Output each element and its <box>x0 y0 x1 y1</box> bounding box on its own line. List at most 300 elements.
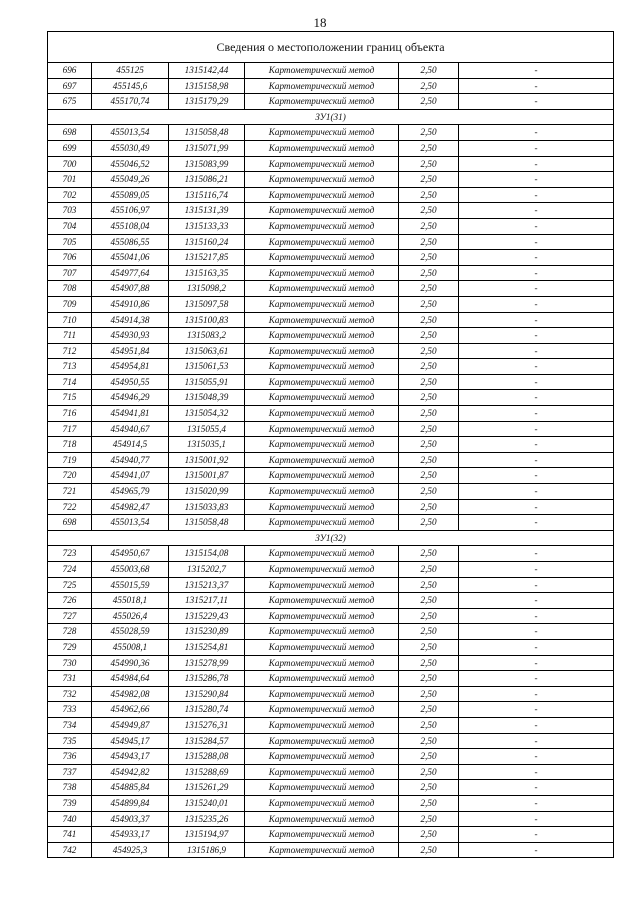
accuracy-cell: 2,50 <box>399 733 459 749</box>
y-coordinate-cell: 1315276,31 <box>169 717 245 733</box>
accuracy-cell: 2,50 <box>399 562 459 578</box>
description-cell: - <box>459 733 614 749</box>
point-number-cell: 732 <box>48 686 92 702</box>
description-cell: - <box>459 312 614 328</box>
method-cell: Картометрический метод <box>245 811 399 827</box>
accuracy-cell: 2,50 <box>399 717 459 733</box>
method-cell: Картометрический метод <box>245 218 399 234</box>
accuracy-cell: 2,50 <box>399 795 459 811</box>
y-coordinate-cell: 1315055,4 <box>169 421 245 437</box>
x-coordinate-cell: 454946,29 <box>92 390 169 406</box>
accuracy-cell: 2,50 <box>399 593 459 609</box>
method-cell: Картометрический метод <box>245 250 399 266</box>
point-number-cell: 729 <box>48 639 92 655</box>
description-cell: - <box>459 421 614 437</box>
description-cell: - <box>459 203 614 219</box>
description-cell: - <box>459 608 614 624</box>
accuracy-cell: 2,50 <box>399 203 459 219</box>
x-coordinate-cell: 455145,6 <box>92 78 169 94</box>
y-coordinate-cell: 1315116,74 <box>169 187 245 203</box>
accuracy-cell: 2,50 <box>399 452 459 468</box>
y-coordinate-cell: 1315054,32 <box>169 406 245 422</box>
point-number-cell: 700 <box>48 156 92 172</box>
x-coordinate-cell: 454942,82 <box>92 764 169 780</box>
method-cell: Картометрический метод <box>245 577 399 593</box>
point-number-cell: 738 <box>48 780 92 796</box>
point-number-cell: 712 <box>48 343 92 359</box>
point-number-cell: 702 <box>48 187 92 203</box>
method-cell: Картометрический метод <box>245 421 399 437</box>
y-coordinate-cell: 1315186,9 <box>169 842 245 858</box>
method-cell: Картометрический метод <box>245 406 399 422</box>
x-coordinate-cell: 454941,81 <box>92 406 169 422</box>
accuracy-cell: 2,50 <box>399 842 459 858</box>
table-row <box>48 94 614 110</box>
description-cell: - <box>459 250 614 266</box>
x-coordinate-cell: 455041,06 <box>92 250 169 266</box>
point-number-cell: 718 <box>48 437 92 453</box>
x-coordinate-cell: 454943,17 <box>92 749 169 765</box>
table-row <box>48 639 614 655</box>
x-coordinate-cell: 455108,04 <box>92 218 169 234</box>
y-coordinate-cell: 1315035,1 <box>169 437 245 453</box>
method-cell: Картометрический метод <box>245 624 399 640</box>
table-row <box>48 484 614 500</box>
description-cell: - <box>459 577 614 593</box>
y-coordinate-cell: 1315063,61 <box>169 343 245 359</box>
x-coordinate-cell: 454914,5 <box>92 437 169 453</box>
description-cell: - <box>459 780 614 796</box>
point-number-cell: 717 <box>48 421 92 437</box>
description-cell: - <box>459 795 614 811</box>
table-row <box>48 671 614 687</box>
point-number-cell: 697 <box>48 78 92 94</box>
accuracy-cell: 2,50 <box>399 671 459 687</box>
table-row <box>48 281 614 297</box>
x-coordinate-cell: 454951,84 <box>92 343 169 359</box>
description-cell: - <box>459 515 614 531</box>
table-row <box>48 702 614 718</box>
x-coordinate-cell: 454982,47 <box>92 499 169 515</box>
table-row <box>48 125 614 141</box>
y-coordinate-cell: 1315235,26 <box>169 811 245 827</box>
x-coordinate-cell: 454977,64 <box>92 265 169 281</box>
y-coordinate-cell: 1315290,84 <box>169 686 245 702</box>
table-row <box>48 780 614 796</box>
table-row <box>48 764 614 780</box>
description-cell: - <box>459 156 614 172</box>
method-cell: Картометрический метод <box>245 187 399 203</box>
x-coordinate-cell: 455028,59 <box>92 624 169 640</box>
accuracy-cell: 2,50 <box>399 296 459 312</box>
accuracy-cell: 2,50 <box>399 468 459 484</box>
table-header-row <box>48 32 614 63</box>
x-coordinate-cell: 454990,36 <box>92 655 169 671</box>
x-coordinate-cell: 454914,38 <box>92 312 169 328</box>
table-row <box>48 499 614 515</box>
method-cell: Картометрический метод <box>245 764 399 780</box>
accuracy-cell: 2,50 <box>399 780 459 796</box>
table-row <box>48 562 614 578</box>
method-cell: Картометрический метод <box>245 374 399 390</box>
x-coordinate-cell: 455125 <box>92 63 169 79</box>
y-coordinate-cell: 1315061,53 <box>169 359 245 375</box>
table-row <box>48 686 614 702</box>
accuracy-cell: 2,50 <box>399 686 459 702</box>
point-number-cell: 711 <box>48 328 92 344</box>
description-cell: - <box>459 63 614 79</box>
y-coordinate-cell: 1315217,85 <box>169 250 245 266</box>
accuracy-cell: 2,50 <box>399 312 459 328</box>
x-coordinate-cell: 455018,1 <box>92 593 169 609</box>
point-number-cell: 705 <box>48 234 92 250</box>
description-cell: - <box>459 764 614 780</box>
point-number-cell: 733 <box>48 702 92 718</box>
method-cell: Картометрический метод <box>245 546 399 562</box>
y-coordinate-cell: 1315286,78 <box>169 671 245 687</box>
y-coordinate-cell: 1315048,39 <box>169 390 245 406</box>
y-coordinate-cell: 1315098,2 <box>169 281 245 297</box>
table-row <box>48 795 614 811</box>
accuracy-cell: 2,50 <box>399 421 459 437</box>
point-number-cell: 725 <box>48 577 92 593</box>
description-cell: - <box>459 452 614 468</box>
table-row <box>48 328 614 344</box>
method-cell: Картометрический метод <box>245 795 399 811</box>
table-row <box>48 374 614 390</box>
description-cell: - <box>459 624 614 640</box>
table-row <box>48 187 614 203</box>
x-coordinate-cell: 454925,3 <box>92 842 169 858</box>
x-coordinate-cell: 455049,26 <box>92 172 169 188</box>
description-cell: - <box>459 140 614 156</box>
table-row <box>48 749 614 765</box>
description-cell: - <box>459 187 614 203</box>
point-number-cell: 727 <box>48 608 92 624</box>
y-coordinate-cell: 1315154,08 <box>169 546 245 562</box>
table-row <box>48 63 614 79</box>
point-number-cell: 722 <box>48 499 92 515</box>
method-cell: Картометрический метод <box>245 702 399 718</box>
point-number-cell: 699 <box>48 140 92 156</box>
method-cell: Картометрический метод <box>245 63 399 79</box>
description-cell: - <box>459 328 614 344</box>
table-row <box>48 811 614 827</box>
boundary-coordinates-table <box>47 31 614 858</box>
point-number-cell: 728 <box>48 624 92 640</box>
x-coordinate-cell: 454950,55 <box>92 374 169 390</box>
table-header: Сведения о местоположении границ объекта <box>48 32 614 63</box>
x-coordinate-cell: 455026,4 <box>92 608 169 624</box>
method-cell: Картометрический метод <box>245 156 399 172</box>
accuracy-cell: 2,50 <box>399 281 459 297</box>
x-coordinate-cell: 455170,74 <box>92 94 169 110</box>
accuracy-cell: 2,50 <box>399 125 459 141</box>
method-cell: Картометрический метод <box>245 655 399 671</box>
description-cell: - <box>459 546 614 562</box>
table-row <box>48 624 614 640</box>
table-row <box>48 390 614 406</box>
description-cell: - <box>459 296 614 312</box>
y-coordinate-cell: 1315142,44 <box>169 63 245 79</box>
point-number-cell: 724 <box>48 562 92 578</box>
description-cell: - <box>459 265 614 281</box>
x-coordinate-cell: 454954,81 <box>92 359 169 375</box>
y-coordinate-cell: 1315058,48 <box>169 515 245 531</box>
accuracy-cell: 2,50 <box>399 78 459 94</box>
method-cell: Картометрический метод <box>245 733 399 749</box>
x-coordinate-cell: 454984,64 <box>92 671 169 687</box>
accuracy-cell: 2,50 <box>399 827 459 843</box>
y-coordinate-cell: 1315033,83 <box>169 499 245 515</box>
y-coordinate-cell: 1315217,11 <box>169 593 245 609</box>
y-coordinate-cell: 1315280,74 <box>169 702 245 718</box>
method-cell: Картометрический метод <box>245 593 399 609</box>
x-coordinate-cell: 455106,97 <box>92 203 169 219</box>
y-coordinate-cell: 1315288,69 <box>169 764 245 780</box>
description-cell: - <box>459 811 614 827</box>
y-coordinate-cell: 1315001,87 <box>169 468 245 484</box>
description-cell: - <box>459 468 614 484</box>
x-coordinate-cell: 454940,67 <box>92 421 169 437</box>
point-number-cell: 716 <box>48 406 92 422</box>
x-coordinate-cell: 454933,17 <box>92 827 169 843</box>
description-cell: - <box>459 218 614 234</box>
accuracy-cell: 2,50 <box>399 172 459 188</box>
x-coordinate-cell: 454899,84 <box>92 795 169 811</box>
table-row <box>48 296 614 312</box>
section-row <box>48 530 614 546</box>
accuracy-cell: 2,50 <box>399 484 459 500</box>
table-row <box>48 515 614 531</box>
section-label: ЗУ1(31) <box>48 109 614 125</box>
accuracy-cell: 2,50 <box>399 265 459 281</box>
method-cell: Картометрический метод <box>245 437 399 453</box>
table-row <box>48 733 614 749</box>
x-coordinate-cell: 455015,59 <box>92 577 169 593</box>
method-cell: Картометрический метод <box>245 686 399 702</box>
accuracy-cell: 2,50 <box>399 140 459 156</box>
x-coordinate-cell: 454962,66 <box>92 702 169 718</box>
description-cell: - <box>459 749 614 765</box>
table-row <box>48 234 614 250</box>
description-cell: - <box>459 686 614 702</box>
description-cell: - <box>459 499 614 515</box>
x-coordinate-cell: 454930,93 <box>92 328 169 344</box>
method-cell: Картометрический метод <box>245 203 399 219</box>
x-coordinate-cell: 454949,87 <box>92 717 169 733</box>
x-coordinate-cell: 454885,84 <box>92 780 169 796</box>
method-cell: Картометрический метод <box>245 234 399 250</box>
y-coordinate-cell: 1315020,99 <box>169 484 245 500</box>
description-cell: - <box>459 78 614 94</box>
accuracy-cell: 2,50 <box>399 624 459 640</box>
page-number: 18 <box>313 15 327 30</box>
point-number-cell: 740 <box>48 811 92 827</box>
point-number-cell: 726 <box>48 593 92 609</box>
accuracy-cell: 2,50 <box>399 406 459 422</box>
y-coordinate-cell: 1315278,99 <box>169 655 245 671</box>
description-cell: - <box>459 484 614 500</box>
y-coordinate-cell: 1315229,43 <box>169 608 245 624</box>
accuracy-cell: 2,50 <box>399 343 459 359</box>
section-row <box>48 109 614 125</box>
description-cell: - <box>459 390 614 406</box>
x-coordinate-cell: 454941,07 <box>92 468 169 484</box>
method-cell: Картометрический метод <box>245 140 399 156</box>
description-cell: - <box>459 671 614 687</box>
method-cell: Картометрический метод <box>245 499 399 515</box>
y-coordinate-cell: 1315160,24 <box>169 234 245 250</box>
method-cell: Картометрический метод <box>245 94 399 110</box>
x-coordinate-cell: 454940,77 <box>92 452 169 468</box>
x-coordinate-cell: 454910,86 <box>92 296 169 312</box>
method-cell: Картометрический метод <box>245 827 399 843</box>
point-number-cell: 739 <box>48 795 92 811</box>
table-row <box>48 312 614 328</box>
table-row <box>48 203 614 219</box>
point-number-cell: 741 <box>48 827 92 843</box>
method-cell: Картометрический метод <box>245 515 399 531</box>
table-row <box>48 546 614 562</box>
point-number-cell: 706 <box>48 250 92 266</box>
y-coordinate-cell: 1315058,48 <box>169 125 245 141</box>
y-coordinate-cell: 1315097,58 <box>169 296 245 312</box>
method-cell: Картометрический метод <box>245 749 399 765</box>
table-row <box>48 608 614 624</box>
accuracy-cell: 2,50 <box>399 374 459 390</box>
table-row <box>48 593 614 609</box>
description-cell: - <box>459 842 614 858</box>
accuracy-cell: 2,50 <box>399 234 459 250</box>
method-cell: Картометрический метод <box>245 296 399 312</box>
point-number-cell: 719 <box>48 452 92 468</box>
point-number-cell: 713 <box>48 359 92 375</box>
description-cell: - <box>459 125 614 141</box>
y-coordinate-cell: 1315158,98 <box>169 78 245 94</box>
method-cell: Картометрический метод <box>245 717 399 733</box>
point-number-cell: 720 <box>48 468 92 484</box>
description-cell: - <box>459 94 614 110</box>
description-cell: - <box>459 343 614 359</box>
y-coordinate-cell: 1315202,7 <box>169 562 245 578</box>
x-coordinate-cell: 454965,79 <box>92 484 169 500</box>
table-row <box>48 468 614 484</box>
y-coordinate-cell: 1315254,81 <box>169 639 245 655</box>
accuracy-cell: 2,50 <box>399 515 459 531</box>
table-row <box>48 343 614 359</box>
method-cell: Картометрический метод <box>245 359 399 375</box>
point-number-cell: 715 <box>48 390 92 406</box>
point-number-cell: 730 <box>48 655 92 671</box>
y-coordinate-cell: 1315240,01 <box>169 795 245 811</box>
point-number-cell: 675 <box>48 94 92 110</box>
table-row <box>48 172 614 188</box>
x-coordinate-cell: 454950,67 <box>92 546 169 562</box>
y-coordinate-cell: 1315083,2 <box>169 328 245 344</box>
x-coordinate-cell: 455089,05 <box>92 187 169 203</box>
accuracy-cell: 2,50 <box>399 218 459 234</box>
point-number-cell: 704 <box>48 218 92 234</box>
description-cell: - <box>459 639 614 655</box>
description-cell: - <box>459 406 614 422</box>
accuracy-cell: 2,50 <box>399 94 459 110</box>
x-coordinate-cell: 454903,37 <box>92 811 169 827</box>
method-cell: Картометрический метод <box>245 452 399 468</box>
point-number-cell: 709 <box>48 296 92 312</box>
method-cell: Картометрический метод <box>245 312 399 328</box>
table-row <box>48 140 614 156</box>
section-label: ЗУ1(32) <box>48 530 614 546</box>
y-coordinate-cell: 1315133,33 <box>169 218 245 234</box>
table-row <box>48 577 614 593</box>
description-cell: - <box>459 827 614 843</box>
y-coordinate-cell: 1315100,83 <box>169 312 245 328</box>
description-cell: - <box>459 281 614 297</box>
table-row <box>48 156 614 172</box>
method-cell: Картометрический метод <box>245 562 399 578</box>
point-number-cell: 710 <box>48 312 92 328</box>
y-coordinate-cell: 1315213,37 <box>169 577 245 593</box>
accuracy-cell: 2,50 <box>399 655 459 671</box>
method-cell: Картометрический метод <box>245 328 399 344</box>
accuracy-cell: 2,50 <box>399 359 459 375</box>
accuracy-cell: 2,50 <box>399 608 459 624</box>
x-coordinate-cell: 455003,68 <box>92 562 169 578</box>
description-cell: - <box>459 562 614 578</box>
method-cell: Картометрический метод <box>245 842 399 858</box>
table-row <box>48 827 614 843</box>
y-coordinate-cell: 1315083,99 <box>169 156 245 172</box>
accuracy-cell: 2,50 <box>399 577 459 593</box>
accuracy-cell: 2,50 <box>399 187 459 203</box>
point-number-cell: 721 <box>48 484 92 500</box>
y-coordinate-cell: 1315071,99 <box>169 140 245 156</box>
x-coordinate-cell: 455008,1 <box>92 639 169 655</box>
accuracy-cell: 2,50 <box>399 390 459 406</box>
point-number-cell: 698 <box>48 515 92 531</box>
point-number-cell: 734 <box>48 717 92 733</box>
method-cell: Картометрический метод <box>245 265 399 281</box>
x-coordinate-cell: 454907,88 <box>92 281 169 297</box>
method-cell: Картометрический метод <box>245 608 399 624</box>
y-coordinate-cell: 1315163,35 <box>169 265 245 281</box>
table-row <box>48 218 614 234</box>
table-row <box>48 265 614 281</box>
method-cell: Картометрический метод <box>245 390 399 406</box>
table-row <box>48 406 614 422</box>
accuracy-cell: 2,50 <box>399 328 459 344</box>
method-cell: Картометрический метод <box>245 343 399 359</box>
point-number-cell: 696 <box>48 63 92 79</box>
table-body <box>48 32 614 858</box>
method-cell: Картометрический метод <box>245 281 399 297</box>
point-number-cell: 731 <box>48 671 92 687</box>
method-cell: Картометрический метод <box>245 671 399 687</box>
table-row <box>48 359 614 375</box>
y-coordinate-cell: 1315194,97 <box>169 827 245 843</box>
accuracy-cell: 2,50 <box>399 639 459 655</box>
description-cell: - <box>459 593 614 609</box>
description-cell: - <box>459 702 614 718</box>
point-number-cell: 707 <box>48 265 92 281</box>
method-cell: Картометрический метод <box>245 639 399 655</box>
description-cell: - <box>459 172 614 188</box>
method-cell: Картометрический метод <box>245 172 399 188</box>
x-coordinate-cell: 455013,54 <box>92 515 169 531</box>
description-cell: - <box>459 717 614 733</box>
accuracy-cell: 2,50 <box>399 437 459 453</box>
